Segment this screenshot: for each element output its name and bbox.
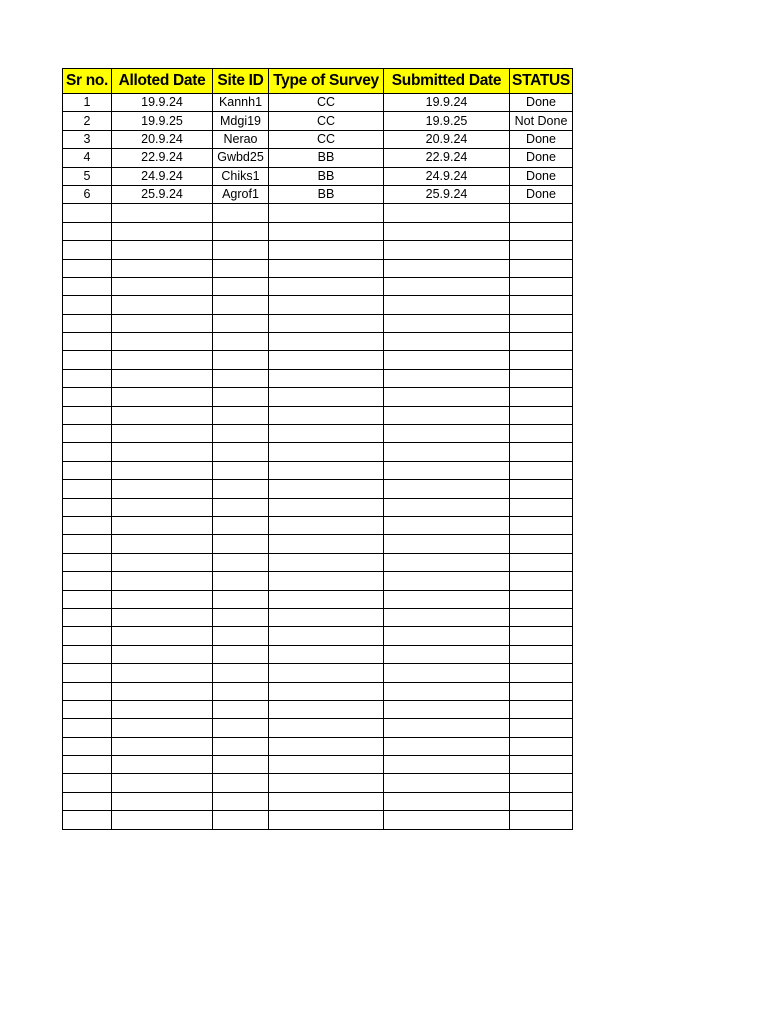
- cell-type-of-survey[interactable]: [269, 443, 384, 461]
- cell-type-of-survey[interactable]: [269, 333, 384, 351]
- cell-alloted-date[interactable]: [112, 461, 213, 479]
- cell-status[interactable]: [510, 443, 573, 461]
- empty-table-row: [63, 756, 573, 774]
- cell-site-id[interactable]: [213, 277, 269, 295]
- cell-alloted-date[interactable]: [112, 425, 213, 443]
- cell-submitted-date[interactable]: [384, 590, 510, 608]
- empty-table-row: [63, 480, 573, 498]
- cell-submitted-date[interactable]: 25.9.24: [384, 185, 510, 203]
- cell-type-of-survey[interactable]: [269, 700, 384, 718]
- cell-status[interactable]: [510, 314, 573, 332]
- cell-status[interactable]: Done: [510, 167, 573, 185]
- cell-alloted-date[interactable]: [112, 627, 213, 645]
- cell-sr-no[interactable]: [63, 461, 112, 479]
- cell-submitted-date[interactable]: [384, 351, 510, 369]
- cell-submitted-date[interactable]: [384, 443, 510, 461]
- cell-submitted-date[interactable]: [384, 792, 510, 810]
- spreadsheet-sheet: [62, 68, 573, 830]
- empty-table-row: [63, 277, 573, 295]
- empty-table-row: [63, 443, 573, 461]
- cell-submitted-date[interactable]: 20.9.24: [384, 130, 510, 148]
- cell-type-of-survey[interactable]: [269, 351, 384, 369]
- cell-sr-no[interactable]: [63, 756, 112, 774]
- cell-status[interactable]: [510, 553, 573, 571]
- cell-submitted-date[interactable]: [384, 811, 510, 829]
- cell-status[interactable]: Done: [510, 185, 573, 203]
- cell-status[interactable]: [510, 756, 573, 774]
- empty-table-row: [63, 792, 573, 810]
- cell-status[interactable]: [510, 388, 573, 406]
- header-row: [63, 69, 573, 94]
- cell-alloted-date[interactable]: [112, 792, 213, 810]
- cell-site-id[interactable]: Gwbd25: [213, 149, 269, 167]
- cell-sr-no[interactable]: [63, 369, 112, 387]
- cell-sr-no[interactable]: 4: [63, 149, 112, 167]
- cell-alloted-date[interactable]: [112, 682, 213, 700]
- empty-table-row: [63, 516, 573, 534]
- cell-sr-no[interactable]: [63, 443, 112, 461]
- cell-type-of-survey[interactable]: [269, 682, 384, 700]
- cell-sr-no[interactable]: [63, 700, 112, 718]
- empty-table-row: [63, 535, 573, 553]
- cell-site-id[interactable]: [213, 241, 269, 259]
- cell-status[interactable]: [510, 774, 573, 792]
- cell-alloted-date[interactable]: [112, 443, 213, 461]
- cell-type-of-survey[interactable]: [269, 425, 384, 443]
- cell-sr-no[interactable]: [63, 608, 112, 626]
- empty-table-row: [63, 369, 573, 387]
- cell-type-of-survey[interactable]: [269, 811, 384, 829]
- cell-site-id[interactable]: [213, 553, 269, 571]
- cell-alloted-date[interactable]: [112, 222, 213, 240]
- cell-type-of-survey[interactable]: [269, 792, 384, 810]
- empty-table-row: [63, 222, 573, 240]
- cell-site-id[interactable]: [213, 572, 269, 590]
- cell-sr-no[interactable]: [63, 480, 112, 498]
- cell-type-of-survey[interactable]: [269, 314, 384, 332]
- cell-site-id[interactable]: [213, 516, 269, 534]
- cell-site-id[interactable]: [213, 627, 269, 645]
- cell-site-id[interactable]: [213, 774, 269, 792]
- cell-site-id[interactable]: [213, 461, 269, 479]
- cell-site-id[interactable]: [213, 222, 269, 240]
- cell-status[interactable]: [510, 737, 573, 755]
- cell-sr-no[interactable]: [63, 388, 112, 406]
- cell-status[interactable]: [510, 664, 573, 682]
- cell-alloted-date[interactable]: [112, 737, 213, 755]
- cell-site-id[interactable]: Chiks1: [213, 167, 269, 185]
- cell-site-id[interactable]: [213, 590, 269, 608]
- cell-sr-no[interactable]: [63, 627, 112, 645]
- cell-type-of-survey[interactable]: [269, 222, 384, 240]
- cell-alloted-date[interactable]: [112, 333, 213, 351]
- cell-alloted-date[interactable]: [112, 296, 213, 314]
- cell-sr-no[interactable]: [63, 259, 112, 277]
- empty-table-row: [63, 388, 573, 406]
- cell-type-of-survey[interactable]: [269, 774, 384, 792]
- cell-alloted-date[interactable]: [112, 480, 213, 498]
- cell-type-of-survey[interactable]: [269, 241, 384, 259]
- cell-alloted-date[interactable]: [112, 756, 213, 774]
- cell-sr-no[interactable]: 6: [63, 185, 112, 203]
- cell-status[interactable]: [510, 608, 573, 626]
- cell-site-id[interactable]: [213, 664, 269, 682]
- cell-submitted-date[interactable]: [384, 369, 510, 387]
- cell-sr-no[interactable]: [63, 774, 112, 792]
- cell-status[interactable]: [510, 719, 573, 737]
- cell-status[interactable]: [510, 222, 573, 240]
- cell-sr-no[interactable]: 1: [63, 94, 112, 112]
- cell-site-id[interactable]: Mdgi19: [213, 112, 269, 130]
- empty-table-row: [63, 296, 573, 314]
- cell-sr-no[interactable]: [63, 811, 112, 829]
- cell-site-id[interactable]: [213, 792, 269, 810]
- cell-site-id[interactable]: [213, 406, 269, 424]
- empty-table-row: [63, 553, 573, 571]
- table-row: [63, 94, 573, 112]
- cell-site-id[interactable]: [213, 535, 269, 553]
- cell-site-id[interactable]: [213, 608, 269, 626]
- cell-submitted-date[interactable]: [384, 259, 510, 277]
- cell-submitted-date[interactable]: [384, 498, 510, 516]
- cell-status[interactable]: [510, 627, 573, 645]
- cell-submitted-date[interactable]: [384, 516, 510, 534]
- empty-table-row: [63, 406, 573, 424]
- table-row: [63, 112, 573, 130]
- cell-alloted-date[interactable]: [112, 811, 213, 829]
- cell-submitted-date[interactable]: [384, 682, 510, 700]
- header-submitted-date[interactable]: Submitted Date: [384, 69, 510, 94]
- cell-sr-no[interactable]: [63, 222, 112, 240]
- table-row: [63, 130, 573, 148]
- cell-status[interactable]: [510, 590, 573, 608]
- cell-site-id[interactable]: [213, 700, 269, 718]
- cell-submitted-date[interactable]: [384, 553, 510, 571]
- cell-alloted-date[interactable]: 19.9.25: [112, 112, 213, 130]
- cell-submitted-date[interactable]: [384, 664, 510, 682]
- cell-alloted-date[interactable]: [112, 498, 213, 516]
- cell-alloted-date[interactable]: [112, 406, 213, 424]
- header-site-id[interactable]: Site ID: [213, 69, 269, 94]
- cell-submitted-date[interactable]: [384, 645, 510, 663]
- cell-status[interactable]: [510, 535, 573, 553]
- table-row: [63, 149, 573, 167]
- cell-sr-no[interactable]: [63, 737, 112, 755]
- cell-site-id[interactable]: [213, 811, 269, 829]
- cell-site-id[interactable]: [213, 388, 269, 406]
- cell-type-of-survey[interactable]: [269, 369, 384, 387]
- cell-type-of-survey[interactable]: [269, 756, 384, 774]
- cell-submitted-date[interactable]: 22.9.24: [384, 149, 510, 167]
- cell-sr-no[interactable]: [63, 241, 112, 259]
- cell-type-of-survey[interactable]: [269, 535, 384, 553]
- empty-table-row: [63, 811, 573, 829]
- table-body: [63, 94, 573, 830]
- cell-site-id[interactable]: Agrof1: [213, 185, 269, 203]
- cell-submitted-date[interactable]: [384, 296, 510, 314]
- table-row: [63, 185, 573, 203]
- cell-site-id[interactable]: [213, 443, 269, 461]
- empty-table-row: [63, 700, 573, 718]
- cell-sr-no[interactable]: [63, 333, 112, 351]
- cell-status[interactable]: [510, 811, 573, 829]
- cell-status[interactable]: Done: [510, 94, 573, 112]
- cell-status[interactable]: [510, 516, 573, 534]
- cell-type-of-survey[interactable]: [269, 627, 384, 645]
- cell-site-id[interactable]: [213, 425, 269, 443]
- empty-table-row: [63, 645, 573, 663]
- cell-submitted-date[interactable]: [384, 572, 510, 590]
- header-type-of-survey[interactable]: Type of Survey: [269, 69, 384, 94]
- cell-alloted-date[interactable]: [112, 664, 213, 682]
- cell-type-of-survey[interactable]: CC: [269, 130, 384, 148]
- cell-sr-no[interactable]: [63, 719, 112, 737]
- cell-submitted-date[interactable]: 19.9.24: [384, 94, 510, 112]
- cell-type-of-survey[interactable]: [269, 406, 384, 424]
- cell-status[interactable]: [510, 369, 573, 387]
- cell-type-of-survey[interactable]: [269, 480, 384, 498]
- cell-site-id[interactable]: [213, 719, 269, 737]
- cell-site-id[interactable]: [213, 756, 269, 774]
- cell-type-of-survey[interactable]: BB: [269, 149, 384, 167]
- cell-sr-no[interactable]: [63, 590, 112, 608]
- cell-status[interactable]: [510, 406, 573, 424]
- cell-site-id[interactable]: [213, 737, 269, 755]
- cell-type-of-survey[interactable]: [269, 259, 384, 277]
- cell-sr-no[interactable]: [63, 204, 112, 222]
- cell-site-id[interactable]: [213, 645, 269, 663]
- cell-site-id[interactable]: [213, 369, 269, 387]
- cell-alloted-date[interactable]: [112, 277, 213, 295]
- cell-alloted-date[interactable]: 22.9.24: [112, 149, 213, 167]
- cell-site-id[interactable]: [213, 333, 269, 351]
- empty-table-row: [63, 737, 573, 755]
- empty-table-row: [63, 425, 573, 443]
- cell-submitted-date[interactable]: [384, 425, 510, 443]
- empty-table-row: [63, 461, 573, 479]
- cell-alloted-date[interactable]: [112, 314, 213, 332]
- cell-submitted-date[interactable]: [384, 461, 510, 479]
- cell-type-of-survey[interactable]: [269, 645, 384, 663]
- cell-submitted-date[interactable]: [384, 774, 510, 792]
- cell-sr-no[interactable]: [63, 553, 112, 571]
- cell-submitted-date[interactable]: [384, 608, 510, 626]
- cell-alloted-date[interactable]: [112, 608, 213, 626]
- cell-type-of-survey[interactable]: [269, 516, 384, 534]
- cell-alloted-date[interactable]: 20.9.24: [112, 130, 213, 148]
- cell-site-id[interactable]: [213, 296, 269, 314]
- cell-sr-no[interactable]: [63, 792, 112, 810]
- empty-table-row: [63, 314, 573, 332]
- cell-submitted-date[interactable]: [384, 700, 510, 718]
- cell-site-id[interactable]: [213, 480, 269, 498]
- cell-type-of-survey[interactable]: CC: [269, 94, 384, 112]
- cell-sr-no[interactable]: [63, 425, 112, 443]
- cell-alloted-date[interactable]: [112, 645, 213, 663]
- table-row: [63, 167, 573, 185]
- cell-alloted-date[interactable]: [112, 241, 213, 259]
- cell-alloted-date[interactable]: [112, 351, 213, 369]
- cell-status[interactable]: [510, 241, 573, 259]
- empty-table-row: [63, 774, 573, 792]
- cell-type-of-survey[interactable]: [269, 664, 384, 682]
- cell-submitted-date[interactable]: [384, 535, 510, 553]
- cell-status[interactable]: [510, 461, 573, 479]
- cell-alloted-date[interactable]: [112, 590, 213, 608]
- empty-table-row: [63, 572, 573, 590]
- cell-type-of-survey[interactable]: [269, 737, 384, 755]
- cell-status[interactable]: [510, 498, 573, 516]
- cell-status[interactable]: [510, 259, 573, 277]
- cell-submitted-date[interactable]: [384, 222, 510, 240]
- cell-status[interactable]: [510, 572, 573, 590]
- cell-submitted-date[interactable]: [384, 737, 510, 755]
- empty-table-row: [63, 664, 573, 682]
- empty-table-row: [63, 682, 573, 700]
- cell-type-of-survey[interactable]: [269, 204, 384, 222]
- cell-type-of-survey[interactable]: [269, 572, 384, 590]
- cell-type-of-survey[interactable]: [269, 719, 384, 737]
- cell-status[interactable]: [510, 792, 573, 810]
- cell-status[interactable]: [510, 645, 573, 663]
- cell-alloted-date[interactable]: [112, 259, 213, 277]
- empty-table-row: [63, 590, 573, 608]
- cell-submitted-date[interactable]: [384, 204, 510, 222]
- cell-submitted-date[interactable]: 24.9.24: [384, 167, 510, 185]
- cell-status[interactable]: Done: [510, 149, 573, 167]
- empty-table-row: [63, 627, 573, 645]
- cell-alloted-date[interactable]: 25.9.24: [112, 185, 213, 203]
- cell-type-of-survey[interactable]: BB: [269, 167, 384, 185]
- cell-status[interactable]: [510, 277, 573, 295]
- cell-submitted-date[interactable]: [384, 480, 510, 498]
- cell-submitted-date[interactable]: 19.9.25: [384, 112, 510, 130]
- cell-sr-no[interactable]: [63, 664, 112, 682]
- cell-submitted-date[interactable]: [384, 388, 510, 406]
- cell-submitted-date[interactable]: [384, 277, 510, 295]
- empty-table-row: [63, 241, 573, 259]
- cell-status[interactable]: [510, 480, 573, 498]
- empty-table-row: [63, 498, 573, 516]
- cell-sr-no[interactable]: 5: [63, 167, 112, 185]
- cell-submitted-date[interactable]: [384, 314, 510, 332]
- cell-sr-no[interactable]: [63, 516, 112, 534]
- cell-alloted-date[interactable]: [112, 572, 213, 590]
- cell-sr-no[interactable]: [63, 296, 112, 314]
- cell-sr-no[interactable]: 3: [63, 130, 112, 148]
- cell-type-of-survey[interactable]: [269, 461, 384, 479]
- cell-alloted-date[interactable]: [112, 553, 213, 571]
- empty-table-row: [63, 333, 573, 351]
- cell-sr-no[interactable]: [63, 351, 112, 369]
- cell-status[interactable]: [510, 425, 573, 443]
- cell-site-id[interactable]: Nerao: [213, 130, 269, 148]
- cell-status[interactable]: Done: [510, 130, 573, 148]
- cell-type-of-survey[interactable]: [269, 608, 384, 626]
- cell-type-of-survey[interactable]: BB: [269, 185, 384, 203]
- cell-type-of-survey[interactable]: [269, 296, 384, 314]
- cell-status[interactable]: Not Done: [510, 112, 573, 130]
- cell-type-of-survey[interactable]: [269, 498, 384, 516]
- cell-status[interactable]: [510, 333, 573, 351]
- cell-status[interactable]: [510, 682, 573, 700]
- cell-sr-no[interactable]: [63, 498, 112, 516]
- cell-site-id[interactable]: [213, 498, 269, 516]
- cell-sr-no[interactable]: [63, 572, 112, 590]
- cell-alloted-date[interactable]: [112, 774, 213, 792]
- cell-status[interactable]: [510, 296, 573, 314]
- cell-submitted-date[interactable]: [384, 627, 510, 645]
- cell-status[interactable]: [510, 700, 573, 718]
- cell-site-id[interactable]: [213, 682, 269, 700]
- cell-submitted-date[interactable]: [384, 241, 510, 259]
- cell-status[interactable]: [510, 351, 573, 369]
- cell-sr-no[interactable]: [63, 406, 112, 424]
- cell-alloted-date[interactable]: [112, 516, 213, 534]
- cell-submitted-date[interactable]: [384, 406, 510, 424]
- cell-submitted-date[interactable]: [384, 333, 510, 351]
- cell-alloted-date[interactable]: 24.9.24: [112, 167, 213, 185]
- header-status[interactable]: STATUS: [510, 69, 573, 94]
- cell-alloted-date[interactable]: [112, 388, 213, 406]
- header-alloted-date[interactable]: Alloted Date: [112, 69, 213, 94]
- empty-table-row: [63, 259, 573, 277]
- empty-table-row: [63, 719, 573, 737]
- cell-submitted-date[interactable]: [384, 719, 510, 737]
- cell-submitted-date[interactable]: [384, 756, 510, 774]
- cell-sr-no[interactable]: [63, 682, 112, 700]
- empty-table-row: [63, 351, 573, 369]
- header-sr-no[interactable]: Sr no.: [63, 69, 112, 94]
- cell-site-id[interactable]: [213, 314, 269, 332]
- empty-table-row: [63, 608, 573, 626]
- cell-sr-no[interactable]: [63, 277, 112, 295]
- cell-alloted-date[interactable]: [112, 204, 213, 222]
- cell-status[interactable]: [510, 204, 573, 222]
- cell-site-id[interactable]: [213, 351, 269, 369]
- cell-sr-no[interactable]: [63, 645, 112, 663]
- cell-alloted-date[interactable]: [112, 700, 213, 718]
- cell-sr-no[interactable]: [63, 535, 112, 553]
- cell-type-of-survey[interactable]: [269, 388, 384, 406]
- cell-type-of-survey[interactable]: [269, 553, 384, 571]
- cell-sr-no[interactable]: 2: [63, 112, 112, 130]
- cell-site-id[interactable]: Kannh1: [213, 94, 269, 112]
- cell-alloted-date[interactable]: [112, 369, 213, 387]
- cell-sr-no[interactable]: [63, 314, 112, 332]
- cell-type-of-survey[interactable]: [269, 277, 384, 295]
- cell-type-of-survey[interactable]: [269, 590, 384, 608]
- survey-table: [62, 68, 573, 830]
- cell-site-id[interactable]: [213, 259, 269, 277]
- cell-type-of-survey[interactable]: CC: [269, 112, 384, 130]
- empty-table-row: [63, 204, 573, 222]
- cell-site-id[interactable]: [213, 204, 269, 222]
- cell-alloted-date[interactable]: [112, 535, 213, 553]
- cell-alloted-date[interactable]: 19.9.24: [112, 94, 213, 112]
- cell-alloted-date[interactable]: [112, 719, 213, 737]
